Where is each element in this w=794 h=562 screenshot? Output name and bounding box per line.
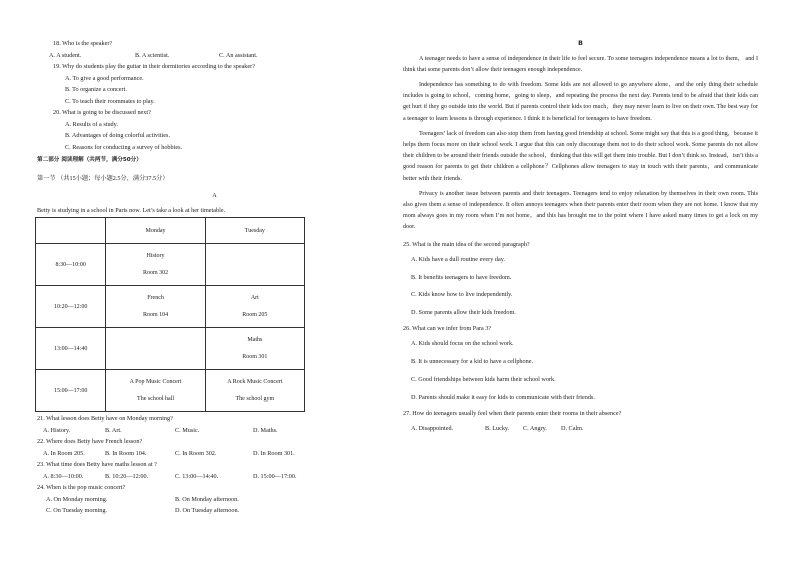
right-column	[403, 38, 758, 438]
table-cell-time: 10:20—12:00	[36, 286, 106, 328]
left-column	[37, 38, 372, 517]
option: A. Kids should focus on the school work.	[411, 340, 514, 348]
table-cell	[106, 244, 205, 286]
option: B. On Monday afternoon.	[175, 495, 239, 503]
cell-line: French	[147, 295, 164, 301]
table-cell	[205, 244, 304, 286]
table-row	[36, 244, 305, 286]
cell-line: Room 302	[142, 270, 169, 276]
cell-line: The school hall	[137, 396, 175, 402]
option: D. Parents should make it easy for kids to communicate with their friends.	[411, 393, 595, 401]
table-row	[36, 286, 305, 328]
question-21-options	[37, 425, 372, 437]
option: B. It benefits teenagers to have freedom.	[411, 273, 512, 281]
table-row	[36, 370, 305, 412]
passage-intro: Betty is studying in a school in Paris now. Let’s take a look at her timetable.	[37, 206, 226, 214]
cell-line: A Pop Music Concert	[129, 379, 182, 385]
cell-line: History	[146, 253, 165, 259]
option: C. In Room 302.	[175, 449, 217, 457]
table-header-cell: Monday	[106, 218, 205, 244]
option: C. Reasons for conducting a survey of hobbies.	[65, 143, 183, 151]
paragraph: Privacy is another issue between parents and their teenagers. Teenagers tend to enjoy relaxation by themselves in their own room. This also gives them a sense of independence. It often annoys teenagers when their parents enter their room when they are not home. I know that my mom always goes in my room when I’m not home，and this has brought me to the point where I have asked many times to get a lock on my door.	[403, 190, 758, 231]
table-cell-time: 8:30—10:00	[36, 244, 106, 286]
option: D. Maths.	[253, 426, 278, 434]
table-cell	[106, 370, 205, 412]
option: D. Some parents allow their kids freedom.	[411, 309, 516, 317]
option: C. Good friendships between kids harm their school work.	[411, 375, 556, 383]
option: B. A scientist.	[135, 51, 170, 59]
option: C. Angry.	[523, 424, 547, 432]
question-21: 21. What lesson does Betty have on Monday morning?	[37, 415, 173, 422]
part-heading: 第二部分 阅读理解（共两节，满分50分）	[37, 157, 142, 163]
cell-line: Room 205	[242, 312, 268, 318]
option: A. Kids have a dull routine every day.	[411, 255, 505, 263]
cell-line: The school gym	[235, 396, 275, 402]
option: D. In Room 301.	[253, 449, 295, 457]
question-22-options	[37, 448, 372, 460]
table-header-cell	[36, 218, 106, 244]
option: B. Art.	[105, 426, 122, 434]
section-heading: 第一节 （共15小题；每小题2.5分，满分37.5分）	[37, 174, 169, 182]
cell-line: Room 104	[142, 312, 169, 318]
option: A. Disappointed.	[411, 424, 454, 432]
option: A. History.	[43, 426, 71, 434]
table-cell	[106, 286, 205, 328]
paragraph: A teenager needs to have a sense of independence in their life to feel secure. To some teenagers independence means a lot to them， and I think that some parents don’t allow their teenagers enough independence.	[403, 55, 758, 73]
table-cell	[205, 328, 304, 370]
option: A. A student.	[49, 51, 82, 59]
cell-line: Room 301	[242, 354, 268, 360]
question-27: 27. How do teenagers usually feel when their parents enter their rooms in their absence?	[403, 409, 622, 417]
question-18: 18. Who is the speaker?	[53, 40, 113, 47]
cell-line: Art	[250, 295, 259, 301]
question-24: 24. When is the pop music concert?	[37, 484, 126, 491]
table-header-cell: Tuesday	[205, 218, 304, 244]
question-23: 23. What time does Betty have maths lesson at ?	[37, 461, 157, 468]
timetable	[35, 217, 305, 412]
table-cell	[106, 328, 205, 370]
question-22: 22. Where does Betty have French lesson?	[37, 438, 143, 445]
paragraph: Teenagers’ lack of freedom can also stop them from having good friendship at school. Some might say that this is a good thing，because it helps them focus more on their school work. I argue that this can only discourage them not to do their school work. Some parents do not allow their children to be around their friends outside the school，thinking that this will get them into trouble. But I don’t think so. Instead，isn’t this a good reason for parents to get their children a cellphone？Cellphones allow teenagers to stay in touch with their parents，and communicate better with their friends.	[403, 130, 758, 182]
table-header-row	[36, 218, 305, 244]
table-row	[36, 328, 305, 370]
option: B. 10:20—12:00.	[105, 472, 149, 480]
option: A. On Monday morning.	[46, 495, 108, 503]
table-cell	[205, 370, 304, 412]
option: D. 15:00—17:00.	[253, 472, 297, 480]
table-cell-time: 13:00—14:40	[36, 328, 106, 370]
table-cell	[205, 286, 304, 328]
option: D. On Tuesday afternoon.	[175, 507, 240, 514]
option: A. Results of a study.	[65, 120, 118, 128]
question-19: 19. Why do students play the guitar in their dormitories according to the speaker?	[53, 63, 255, 70]
question-24-options	[37, 505, 372, 517]
option: D. Calm.	[561, 424, 584, 432]
option: B. Advantages of doing colorful activities.	[65, 132, 170, 139]
passage-title: A	[212, 192, 217, 199]
question-23-options	[37, 471, 372, 483]
table-cell-time: 15:00—17:00	[36, 370, 106, 412]
option: A. 8:30—10:00.	[43, 472, 84, 480]
option: C. 13:00—14:40.	[175, 472, 219, 480]
option: C. On Tuesday morning.	[46, 507, 108, 514]
option: B. To organize a concert.	[65, 86, 127, 93]
question-26: 26. What can we infer from Para 3?	[403, 325, 492, 333]
option: A. In Room 205.	[43, 449, 85, 457]
option: B. It is unnecessary for a kid to have a cellphone.	[411, 358, 533, 366]
cell-line: Maths	[247, 337, 263, 343]
option: C. Kids know how to live independently.	[411, 291, 513, 299]
paragraph: Independence has something to do with freedom. Some kids are not allowed to go anywhere alone，and the only thing their schedule includes is going to school，coming home，going to sleep，and repeating the process the next day. Parents tend to be afraid that their kids can get hurt if they go outside into the world. But if parents control their kids too much，they may never learn to live on their own. The best way for a teenager to learn lessons is through experience. I think it is beneficial for teenagers to have freedom.	[403, 81, 758, 122]
option: A. To give a good performance.	[65, 74, 144, 82]
question-18-options	[37, 50, 372, 62]
option: C. An assistant.	[219, 51, 258, 59]
question-27-options	[403, 420, 758, 438]
question-20: 20. What is going to be discussed next?	[53, 109, 151, 116]
option: C. Music.	[175, 426, 200, 434]
passage-title: B	[578, 40, 583, 47]
option: B. In Room 104.	[105, 449, 147, 457]
question-25: 25. What is the main idea of the second paragraph?	[403, 240, 530, 248]
option: C. To teach their roommates to play.	[65, 97, 155, 105]
option: B. Lucky.	[485, 424, 510, 432]
question-24-options	[37, 494, 372, 506]
cell-line: A Rock Music Concert	[227, 379, 283, 385]
